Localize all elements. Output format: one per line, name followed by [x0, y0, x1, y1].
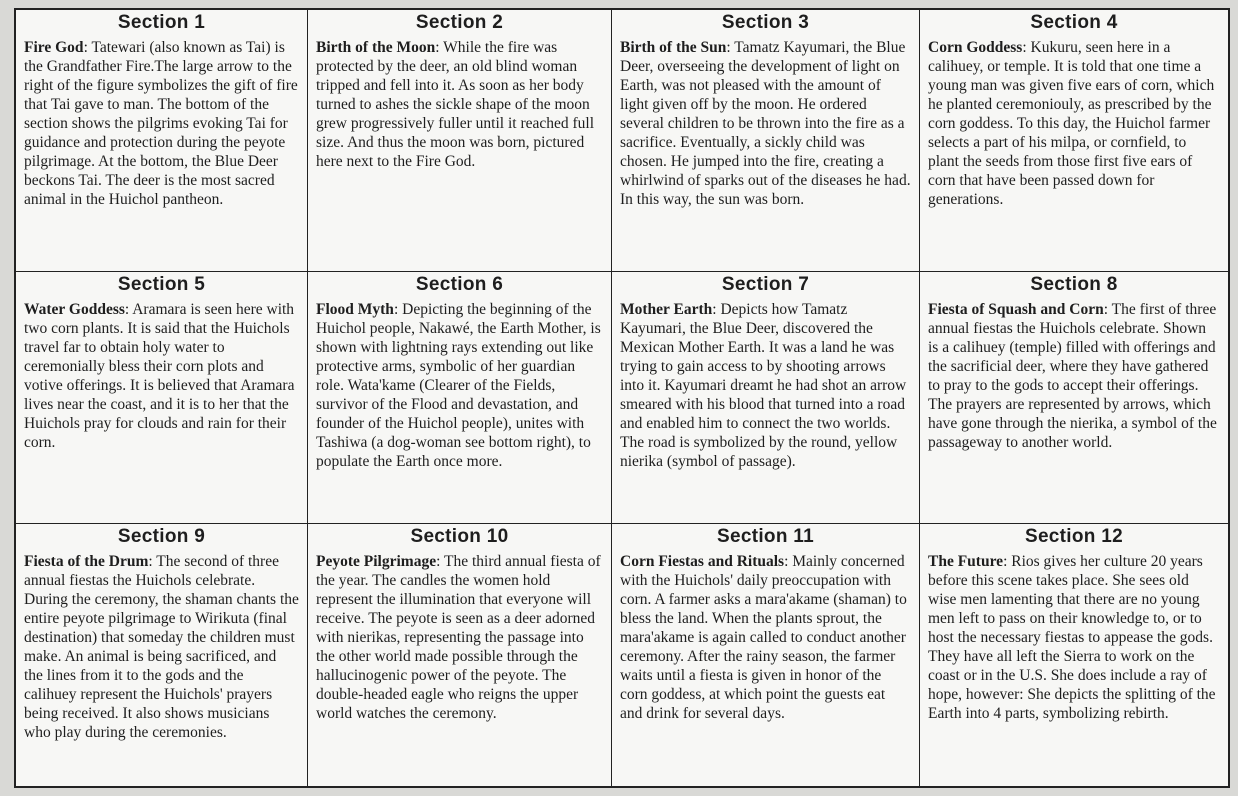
section-cell-12: [920, 524, 1228, 786]
section-description: : Aramara is seen here with two corn plants. It is said that the Huichols travel far to obtain holy water to ceremonially bless their corn plots and votive offerings. It is believed that Aramara lives near the coast, and it is to her that the Huichols pray for clouds and rain for their corn.: [24, 301, 295, 451]
section-heading: Section 6: [415, 274, 504, 295]
section-heading: Section 4: [1030, 12, 1118, 33]
section-lead: The Future: [928, 553, 1004, 570]
section-lead: Birth of the Sun: [620, 39, 727, 56]
section-lead: Fiesta of Squash and Corn: [928, 301, 1104, 318]
section-lead: Birth of the Moon: [316, 39, 436, 56]
section-text: [24, 300, 299, 452]
section-lead: Mother Earth: [620, 301, 713, 318]
section-description: : The second of three annual fiestas the Huichols celebrate. During the ceremony, the shaman chants the entire peyote pilgrimage to Wirikuta (final destination) that someday the children must make. An animal is being sacrificed, and the lines from it to the gods and the calihuey represent the Huichols' prayers being received. It also shows musicians who play during the ceremonies.: [24, 553, 299, 741]
section-description: : Tamatz Kayumari, the Blue Deer, overseeing the development of light on Earth, was not pleased with the amount of light given off by the moon. He ordered several children to be thrown into the fire as a sacrifice. Eventually, a sickly child was chosen. He jumped into the fire, creating a whirlwind of sparks out of the diseases he had. In this way, the sun was born.: [620, 39, 911, 208]
section-text: [620, 552, 911, 723]
section-lead: Water Goddess: [24, 301, 125, 318]
section-lead: Fiesta of the Drum: [24, 553, 149, 570]
section-heading: Section 7: [721, 274, 810, 295]
section-heading: Section 1: [117, 12, 206, 33]
section-description: : Depicts how Tamatz Kayumari, the Blue Deer, discovered the Mexican Mother Earth. It was a land he was trying to gain access to by shooting arrows into it. Kayumari dreamt he had shot an arrow smeared with his blood that turned into a road and enabled him to connect the two worlds. The road is symbolized by the round, yellow nierika (symbol of passage).: [620, 301, 907, 470]
section-heading: Section 12: [1024, 526, 1124, 547]
section-text: [928, 300, 1220, 452]
section-text: [928, 552, 1220, 723]
section-cell-6: [308, 272, 612, 524]
section-description: : The first of three annual fiestas the Huichols celebrate. Shown is a calihuey (temple) filled with offerings and the sacrificial deer, where they have gathered to pray to the gods to accept their offerings. The prayers are represented by arrows, which have gone through the nierika, a symbol of the passageway to another world.: [928, 301, 1217, 451]
section-cell-4: [920, 10, 1228, 272]
section-cell-7: [612, 272, 920, 524]
section-text: [316, 552, 603, 723]
section-cell-11: [612, 524, 920, 786]
section-text: [316, 38, 603, 171]
section-text: [24, 38, 299, 209]
section-lead: Fire God: [24, 39, 84, 56]
section-heading: Section 2: [415, 12, 504, 33]
section-description: : Mainly concerned with the Huichols' daily preoccupation with corn. A farmer asks a mara'akame (shaman) to bless the land. When the plants sprout, the mara'akame is again called to conduct another ceremony. After the rainy season, the farmer waits until a fiesta is given in honor of the corn goddess, at which point the guests eat and drink for several days.: [620, 553, 907, 722]
section-description: : The third annual fiesta of the year. The candles the women hold represent the illumination that everyone will receive. The peyote is seen as a deer adorned with nierikas, representing the passage into the other world made possible through the hallucinogenic power of the peyote. The double-headed eagle who reigns the upper world watches the ceremony.: [316, 553, 601, 722]
section-cell-10: [308, 524, 612, 786]
section-cell-9: [16, 524, 308, 786]
section-description: : Depicting the beginning of the Huichol people, Nakawé, the Earth Mother, is shown with lightning rays extending out like protective arms, symbolic of her guardian role. Wata'kame (Clearer of the Fields, survivor of the Flood and devastation, and founder of the Huichol people), unites with Tashiwa (a dog-woman see bottom right), to populate the Earth once more.: [316, 301, 601, 470]
section-heading: Section 8: [1030, 274, 1118, 295]
sections-table: [14, 8, 1230, 788]
section-text: [928, 38, 1220, 209]
section-heading: Section 5: [117, 274, 206, 295]
section-description: : While the fire was protected by the deer, an old blind woman tripped and fell into it. As soon as her body turned to ashes the sickle shape of the moon grew progressively fuller until it reached full size. And thus the moon was born, pictured here next to the Fire God.: [316, 39, 595, 170]
section-text: [316, 300, 603, 471]
section-lead: Corn Goddess: [928, 39, 1023, 56]
section-description: : Kukuru, seen here in a calihuey, or temple. It is told that one time a young man was given five ears of corn, which he planted ceremoniouly, as prescribed by the corn goddess. To this day, the Huichol farmer selects a part of his milpa, or cornfield, to plant the seeds from those first five ears of corn that have been passed down for generations.: [928, 39, 1215, 208]
section-cell-5: [16, 272, 308, 524]
section-heading: Section 11: [717, 526, 814, 547]
section-lead: Corn Fiestas and Rituals: [620, 553, 785, 570]
section-description: : Tatewari (also known as Tai) is the Grandfather Fire.The large arrow to the right of the figure symbolizes the gift of fire that Tai gave to man. The bottom of the section shows the pilgrims evoking Tai for guidance and protection during the peyote pilgrimage. At the bottom, the Blue Deer beckons Tai. The deer is the most sacred animal in the Huichol pantheon.: [24, 39, 298, 208]
section-heading: Section 3: [721, 12, 810, 33]
section-lead: Flood Myth: [316, 301, 394, 318]
section-text: [620, 38, 911, 209]
section-cell-8: [920, 272, 1228, 524]
section-heading: Section 9: [117, 526, 206, 547]
section-cell-1: [16, 10, 308, 272]
section-cell-2: [308, 10, 612, 272]
section-description: : Rios gives her culture 20 years before this scene takes place. She sees old wise men lamenting that there are no young men left to pass on their knowledge to, or to host the necessary fiestas to appease the gods. They have all left the Sierra to work on the coast or in the U.S. She does include a ray of hope, however: She depicts the splitting of the Earth into 4 parts, symbolizing rebirth.: [928, 553, 1216, 722]
section-text: [24, 552, 299, 742]
section-heading: Section 10: [410, 526, 509, 547]
section-lead: Peyote Pilgrimage: [316, 553, 437, 570]
section-cell-3: [612, 10, 920, 272]
section-text: [620, 300, 911, 471]
